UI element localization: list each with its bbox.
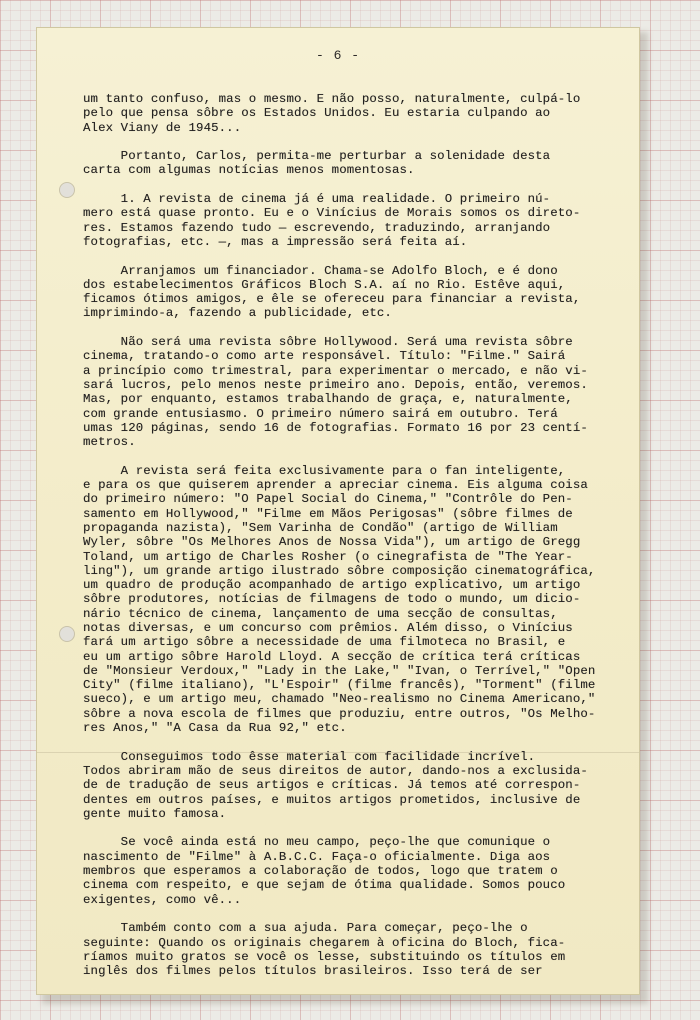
letter-body [83,92,643,993]
text-line: samento em Hollywood," "Filme em Mãos Perigosas" (sôbre filmes de [83,506,573,521]
text-line: sará lucros, pelo menos neste primeiro ano. Depois, então, veremos. [83,377,588,392]
text-line: cinema com respeito, e que sejam de ótima qualidade. Somos pouco [83,878,566,893]
text-line: Se você ainda está no meu campo, peço-lhe que comunique o [83,835,551,850]
text-line: Arranjamos um financiador. Chama-se Adolfo Bloch, e é dono [83,263,558,278]
text-line: 1. A revista de cinema já é uma realidade. O primeiro nú- [83,192,551,207]
punch-hole-top [59,182,75,198]
text-line: Conseguimos todo êsse material com facilidade incrível. [83,749,536,764]
text-line: sôbre a nova escola de filmes que produziu, entre outros, "Os Melho- [83,706,596,721]
paragraph [83,264,643,321]
text-line: notas diversas, e um concurso com prêmios. Além disso, o Vinícius [83,620,573,635]
text-line: cinema, tratando-o como arte responsável. Título: "Filme." Sairá [83,349,566,364]
text-line: res Anos," "A Casa da Rua 92," etc. [83,721,347,736]
text-line: dentes em outros países, e muitos artigos prometidos, inclusive de [83,792,581,807]
page-number: - 6 - [315,48,360,63]
text-line: Alex Viany de 1945... [83,120,242,135]
text-line: nário técnico de cinema, lançamento de uma secção de consultas, [83,606,558,621]
text-line: umas 120 páginas, sendo 16 de fotografias. Formato 16 por 23 centí- [83,420,588,435]
text-line: imprimindo-a, fazendo a publicidade, etc. [83,306,392,321]
text-line: um tanto confuso, mas o mesmo. E não posso, naturalmente, culpá-lo [83,92,581,106]
text-line: fará um artigo sôbre a necessidade de uma filmoteca no Brasil, e [83,635,566,650]
text-line: Wyler, sôbre "Os Melhores Anos de Nossa Vida"), um artigo de Gregg [83,535,581,550]
typewritten-page [36,27,640,995]
text-line: inglês dos filmes pelos títulos brasileiros. Isso terá de ser [83,964,543,979]
text-line: Todos abriram mão de seus direitos de autor, dando-nos a exclusida- [83,763,588,778]
text-line: ficamos ótimos amigos, e êle se ofereceu para financiar a revista, [83,292,581,307]
paragraph [83,464,643,736]
paragraph [83,92,643,135]
text-line: fotografias, etc. —, mas a impressão será feita aí. [83,234,468,249]
text-line: nascimento de "Filme" à A.B.C.C. Faça-o oficialmente. Diga aos [83,849,551,864]
text-line: de de tradução de seus artigos e críticas. Já temos até correspon- [83,778,581,793]
punch-hole-bottom [59,626,75,642]
text-line: Toland, um artigo de Charles Rosher (o cinegrafista de "The Year- [83,549,573,564]
text-line: a princípio como trimestral, para experimentar o mercado, e não vi- [83,363,588,378]
text-line: City" (filme italiano), "L'Espoir" (filme francês), "Torment" (filme [83,678,596,693]
text-line: pelo que pensa sôbre os Estados Unidos. Eu estaria culpando ao [83,106,551,121]
text-line: exigentes, como vê... [83,892,242,907]
paragraph [83,750,643,821]
text-line: de "Monsieur Verdoux," "Lady in the Lake," "Ivan, o Terrível," "Open [83,663,596,678]
text-line: mero está quase pronto. Eu e o Vinícius de Morais somos os direto- [83,206,581,221]
text-line: gente muito famosa. [83,806,227,821]
text-line: Também conto com a sua ajuda. Para começar, peço-lhe o [83,921,528,936]
text-line: carta com algumas notícias menos momentosas. [83,163,415,178]
text-line: ling"), um grande artigo ilustrado sôbre composição cinematográfica, [83,563,596,578]
text-line: ríamos muito gratos se você os lesse, substituindo os títulos em [83,949,566,964]
text-line: seguinte: Quando os originais chegarem à oficina do Bloch, fica- [83,935,566,950]
text-line: eu um artigo sôbre Harold Lloyd. A secção de crítica terá críticas [83,649,581,664]
text-line: dos estabelecimentos Gráficos Bloch S.A. aí no Rio. Estêve aqui, [83,277,566,292]
text-line: um quadro de produção acompanhado de artigo explicativo, um artigo [83,578,581,593]
text-line: Mas, por enquanto, estamos trabalhando de graça, e, naturalmente, [83,392,573,407]
text-line: A revista será feita exclusivamente para o fan inteligente, [83,463,566,478]
paragraph [83,192,643,249]
text-line: membros que esperamos a colaboração de todos, logo que tratem o [83,864,558,879]
text-line: Portanto, Carlos, permita-me perturbar a solenidade desta [83,149,551,164]
text-line: propaganda nazista), "Sem Varinha de Condão" (artigo de William [83,520,558,535]
paragraph [83,335,643,449]
text-line: e para os que quiserem aprender a apreciar cinema. Eis alguma coisa [83,478,588,493]
text-line: metros. [83,435,136,450]
text-line: Não será uma revista sôbre Hollywood. Será uma revista sôbre [83,335,573,350]
paragraph [83,921,643,978]
text-line: com grande entusiasmo. O primeiro número sairá em outubro. Terá [83,406,558,421]
text-line: do primeiro número: "O Papel Social do Cinema," "Contrôle do Pen- [83,492,573,507]
text-line: sôbre produtores, notícias de filmagens de todo o mundo, um dicio- [83,592,581,607]
paragraph [83,149,643,178]
text-line: res. Estamos fazendo tudo — escrevendo, traduzindo, arranjando [83,220,551,235]
paragraph [83,835,643,906]
text-line: sueco), e um artigo meu, chamado "Neo-realismo no Cinema Americano," [83,692,596,707]
